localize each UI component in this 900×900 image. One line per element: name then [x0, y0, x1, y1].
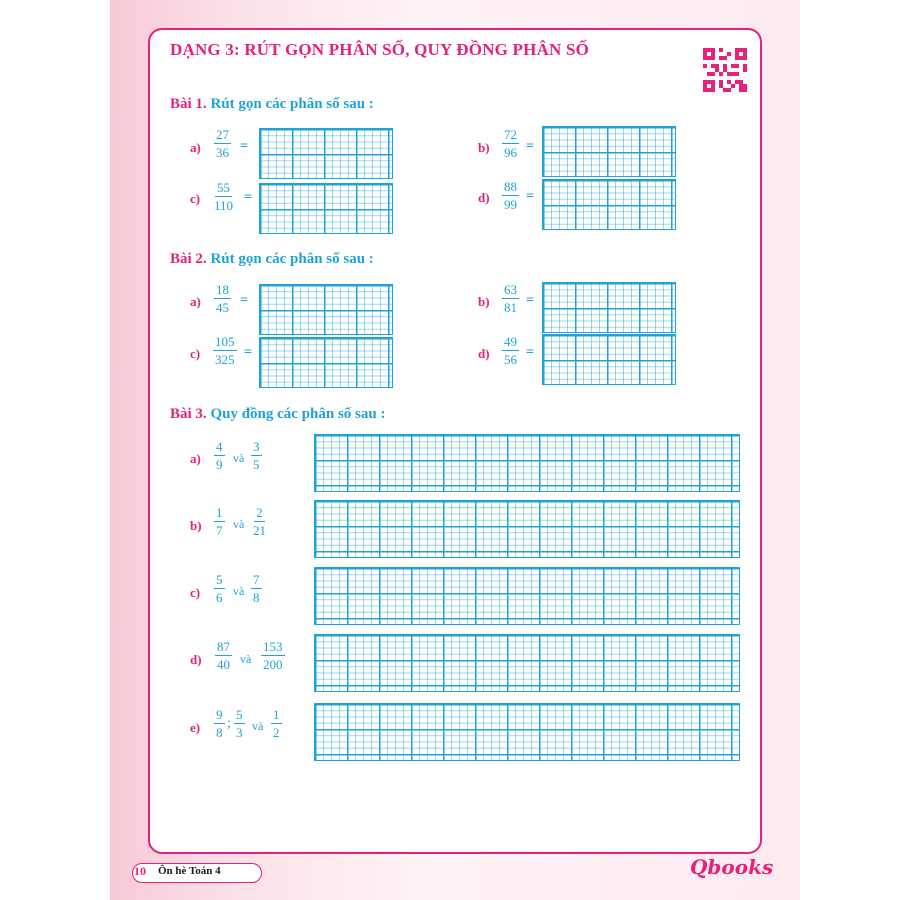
answer-grid[interactable]: [314, 434, 740, 492]
bai1-a-label: a): [190, 140, 201, 155]
bai1-c-fraction: [214, 181, 233, 212]
and-word: và: [233, 517, 245, 531]
denominator: 8: [253, 590, 260, 605]
answer-grid[interactable]: [542, 282, 676, 333]
answer-grid[interactable]: [259, 183, 393, 234]
and-word: và: [240, 652, 252, 666]
and-word: và: [233, 584, 245, 598]
answer-grid[interactable]: [542, 334, 676, 385]
equals-sign: =: [526, 189, 534, 204]
numerator: 72: [504, 127, 517, 142]
bai2-a-label: a): [190, 294, 201, 309]
bai2-d-label: d): [478, 346, 490, 361]
denominator: 96: [504, 145, 517, 160]
bai2-d-fraction: [502, 335, 519, 366]
equals-sign: =: [240, 139, 248, 154]
numerator: 1: [273, 707, 280, 722]
answer-grid[interactable]: [542, 126, 676, 177]
equals-sign: =: [244, 190, 252, 205]
bai3-text: Quy đồng các phân số sau :: [210, 406, 386, 422]
denominator: 99: [504, 197, 517, 212]
denominator: 8: [216, 725, 223, 740]
answer-grid[interactable]: [314, 703, 740, 761]
publisher-logo: Qbooks: [690, 855, 774, 879]
denominator: 325: [215, 352, 235, 367]
bai3-b-label: b): [190, 518, 202, 533]
answer-grid[interactable]: [314, 567, 740, 625]
denominator: 81: [504, 300, 517, 315]
denominator: 45: [216, 300, 229, 315]
numerator: 153: [263, 639, 283, 654]
denominator: 110: [214, 198, 234, 213]
equals-sign: =: [240, 293, 248, 308]
bai3-c-fraction-2: [251, 573, 262, 604]
equals-sign: =: [244, 345, 252, 360]
numerator: 2: [256, 505, 263, 520]
numerator: 5: [236, 707, 243, 722]
bai1-heading: [170, 96, 374, 113]
denominator: 21: [253, 523, 266, 538]
denominator: 2: [273, 725, 280, 740]
denominator: 56: [504, 352, 517, 367]
bai2-heading: [170, 251, 374, 268]
qr-code-icon: [703, 48, 747, 92]
bai3-a-fraction-1: [214, 440, 225, 471]
bai3-a-fraction-2: [251, 440, 262, 471]
semicolon: ;: [227, 716, 231, 731]
numerator: 3: [253, 439, 260, 454]
bai2-a-fraction: [214, 283, 231, 314]
answer-grid[interactable]: [259, 284, 393, 335]
page-title: DẠNG 3: RÚT GỌN PHÂN SỐ, QUY ĐỒNG PHÂN SỐ: [170, 40, 590, 59]
bai1-text: Rút gọn các phân số sau :: [210, 96, 374, 112]
bai3-d-fraction-2: [261, 640, 285, 671]
bai3-e-fraction-2: [234, 708, 245, 739]
bai3-b-fraction-1: [214, 506, 225, 537]
denominator: 5: [253, 457, 260, 472]
bai2-b-fraction: [502, 283, 519, 314]
bai2-text: Rút gọn các phân số sau :: [210, 251, 374, 267]
numerator: 87: [217, 639, 230, 654]
numerator: 88: [504, 179, 517, 194]
numerator: 1: [216, 505, 223, 520]
answer-grid[interactable]: [314, 500, 740, 558]
numerator: 105: [215, 334, 235, 349]
equals-sign: =: [526, 345, 534, 360]
denominator: 6: [216, 590, 223, 605]
equals-sign: =: [526, 139, 534, 154]
answer-grid[interactable]: [259, 337, 393, 388]
denominator: 36: [216, 145, 229, 160]
denominator: 40: [217, 657, 230, 672]
bai1-a-fraction: [214, 128, 231, 159]
bai3-e-fraction-1: [214, 708, 225, 739]
answer-grid[interactable]: [259, 128, 393, 179]
bai3-b-fraction-2: [253, 506, 266, 537]
numerator: 7: [253, 572, 260, 587]
bai2-c-label: c): [190, 346, 201, 361]
bai1-b-label: b): [478, 140, 490, 155]
bai3-e-label: e): [190, 720, 201, 735]
denominator: 9: [216, 457, 223, 472]
page-number: 10: [134, 864, 146, 878]
bai1-d-label: d): [478, 190, 490, 205]
numerator: 5: [216, 572, 223, 587]
numerator: 63: [504, 282, 517, 297]
bai2-b-label: b): [478, 294, 490, 309]
bai1-prefix: Bài 1.: [170, 96, 207, 112]
bai1-d-fraction: [502, 180, 519, 211]
and-word: và: [252, 719, 264, 733]
bai3-d-fraction-1: [215, 640, 232, 671]
equals-sign: =: [526, 293, 534, 308]
numerator: 27: [216, 127, 229, 142]
bai3-prefix: Bài 3.: [170, 406, 207, 422]
numerator: 9: [216, 707, 223, 722]
bai3-heading: [170, 406, 386, 423]
denominator: 200: [263, 657, 283, 672]
bai3-c-label: c): [190, 585, 201, 600]
book-title: Ôn hè Toán 4: [158, 865, 221, 877]
numerator: 18: [216, 282, 229, 297]
bai3-e-fraction-3: [271, 708, 282, 739]
bai2-prefix: Bài 2.: [170, 251, 207, 267]
bai1-c-label: c): [190, 191, 201, 206]
bai3-d-label: d): [190, 652, 202, 667]
denominator: 3: [236, 725, 243, 740]
bai3-a-label: a): [190, 451, 201, 466]
numerator: 55: [217, 180, 231, 195]
and-word: và: [233, 451, 245, 465]
numerator: 49: [504, 334, 517, 349]
answer-grid[interactable]: [542, 179, 676, 230]
numerator: 4: [216, 439, 223, 454]
bai2-c-fraction: [213, 335, 237, 366]
denominator: 7: [216, 523, 223, 538]
answer-grid[interactable]: [314, 634, 740, 692]
bai1-b-fraction: [502, 128, 519, 159]
bai3-c-fraction-1: [214, 573, 225, 604]
